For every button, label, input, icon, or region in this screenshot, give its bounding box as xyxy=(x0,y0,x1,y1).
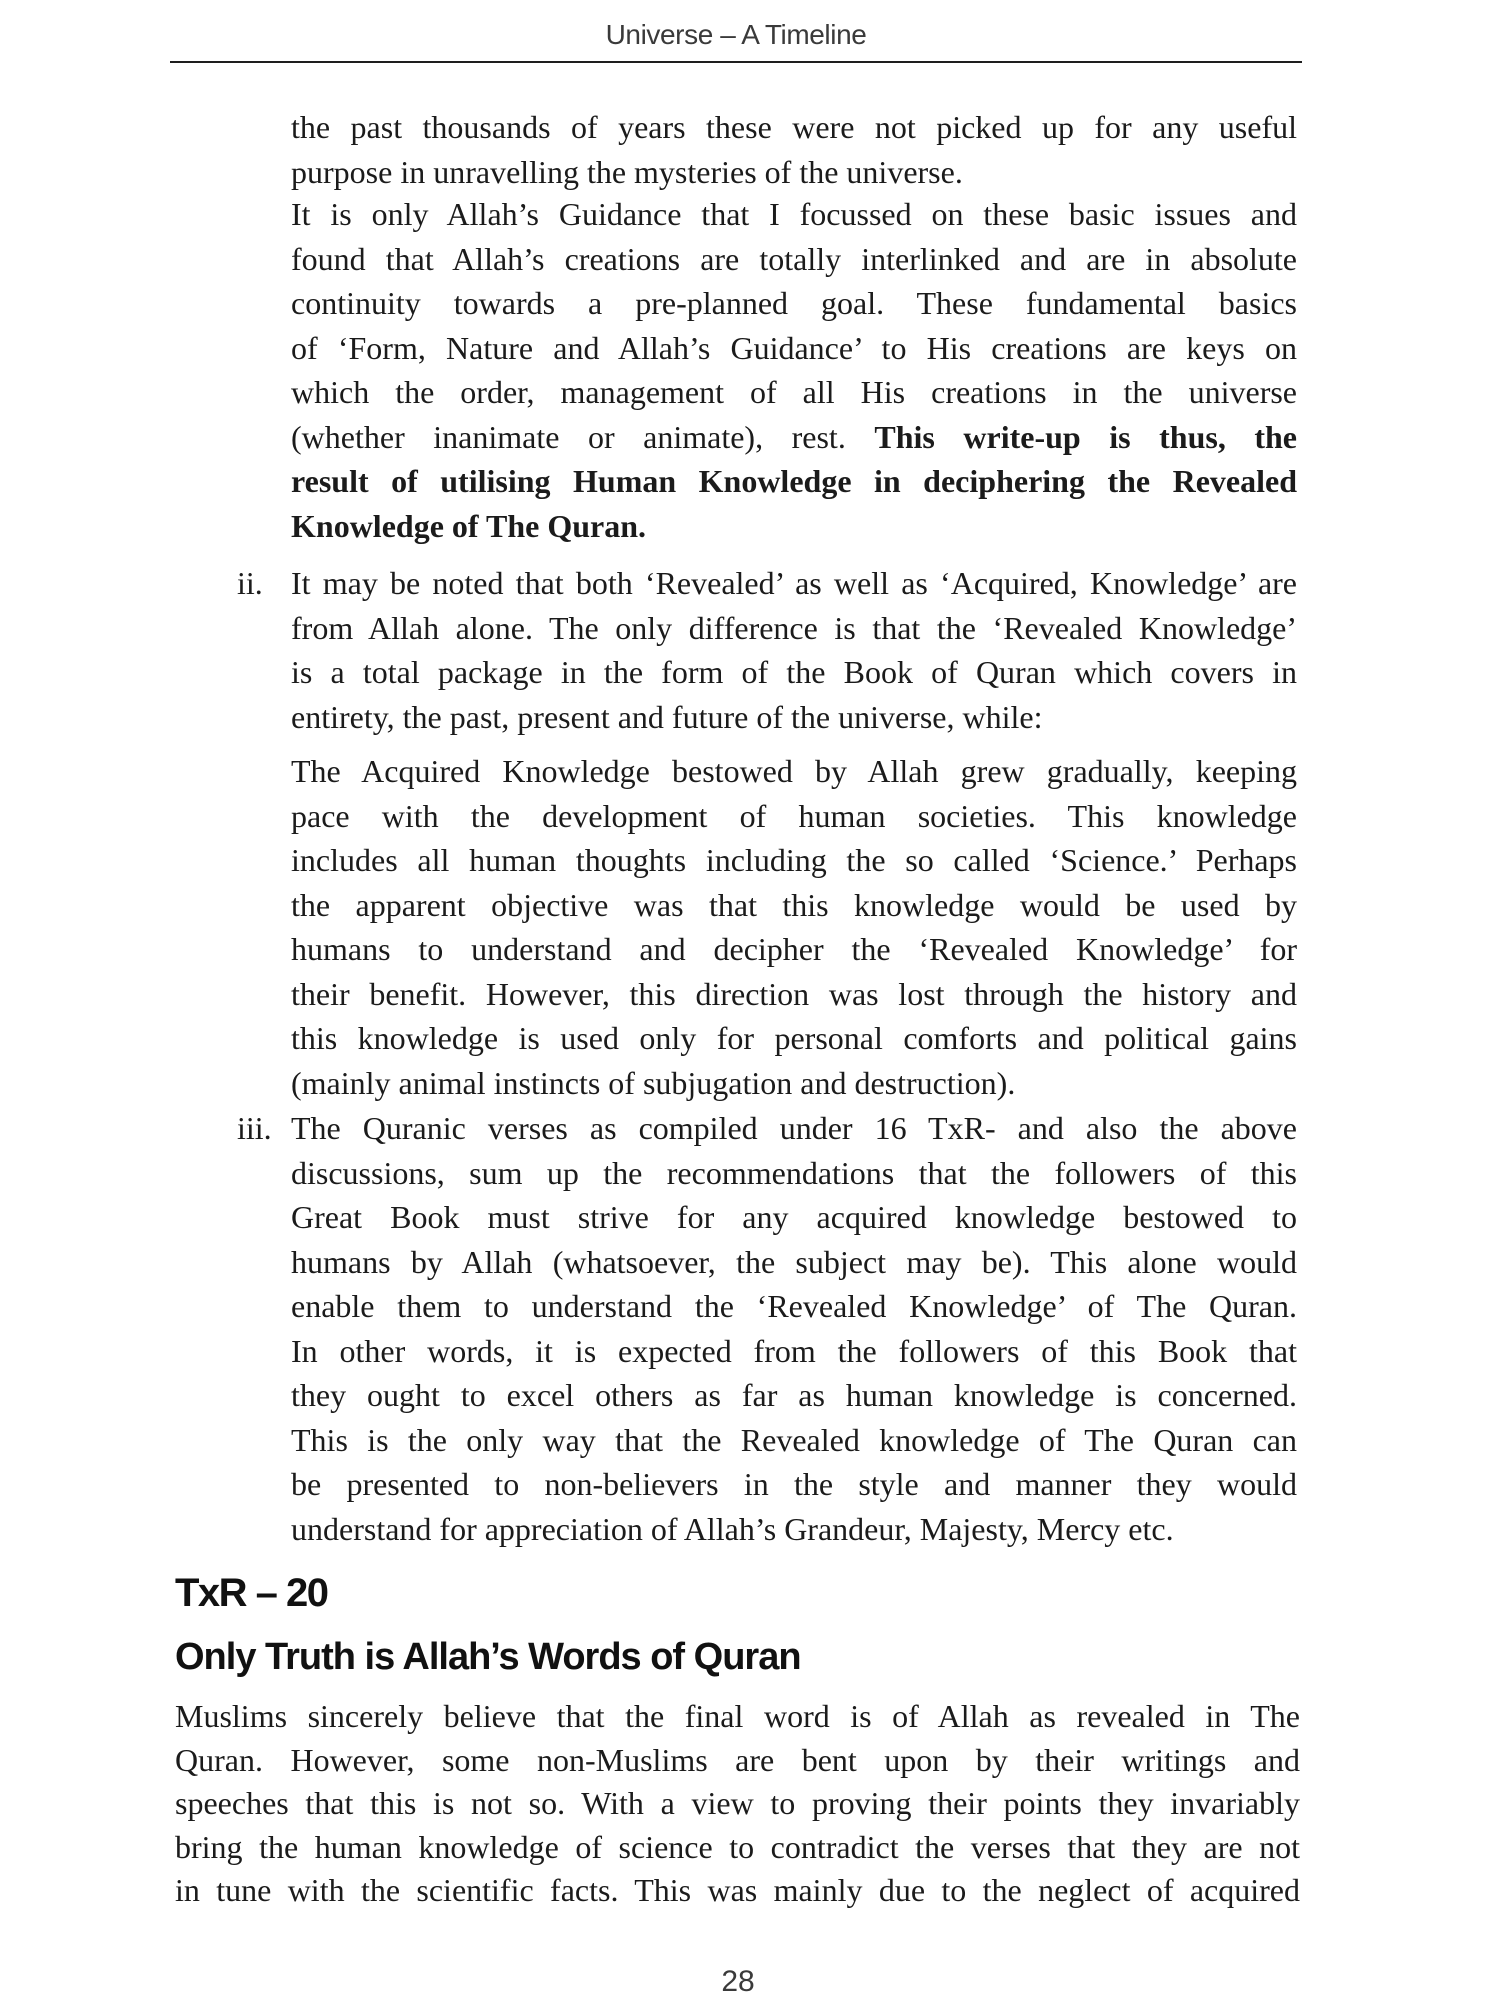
text-run: their benefit. However, this direction was lost through the history and xyxy=(291,975,1297,1012)
text-run: Great Book must strive for any acquired knowledge bestowed to xyxy=(291,1199,1297,1235)
text-line xyxy=(291,370,1297,415)
continuation-paragraph xyxy=(291,105,1297,194)
text-line xyxy=(291,695,1297,740)
bold-text-run: Knowledge of The Quran. xyxy=(291,507,646,544)
text-line xyxy=(291,281,1297,326)
list-marker-iii: iii. xyxy=(237,1110,272,1146)
text-line xyxy=(175,1782,1300,1826)
text-line xyxy=(291,1151,1297,1196)
text-run: The Acquired Knowledge bestowed by Allah grew gradually, keeping xyxy=(291,753,1297,789)
text-line xyxy=(291,1195,1297,1240)
text-line xyxy=(291,1462,1297,1507)
text-line xyxy=(291,504,1297,549)
text-run: (mainly animal instincts of subjugation and destruction). xyxy=(291,1064,1016,1101)
text-line xyxy=(291,1240,1297,1285)
text-line xyxy=(291,459,1297,504)
text-run: (whether inanimate or animate), rest. xyxy=(291,418,875,455)
text-line xyxy=(175,1695,1300,1739)
text-run: Muslims sincerely believe that the final word is of Allah as revealed in The xyxy=(175,1698,1300,1734)
text-run: The Quranic verses as compiled under 16 TxR- and also the above xyxy=(291,1110,1297,1146)
text-line xyxy=(291,415,1297,460)
text-line xyxy=(291,650,1297,695)
text-run: from Allah alone. The only difference is that the ‘Revealed Knowledge’ xyxy=(291,609,1297,646)
text-run: This is the only way that the Revealed knowledge of The Quran can xyxy=(291,1421,1297,1458)
text-run: continuity towards a pre-planned goal. These fundamental basics xyxy=(291,285,1297,321)
running-header-title: Universe – A Timeline xyxy=(605,19,867,50)
text-line xyxy=(291,1106,1297,1151)
text-line xyxy=(291,150,1297,195)
page-number: 28 xyxy=(721,1965,755,1998)
text-line xyxy=(291,237,1297,282)
text-line xyxy=(291,606,1297,651)
text-line xyxy=(291,105,1297,150)
text-line xyxy=(291,1329,1297,1374)
text-line xyxy=(175,1826,1300,1870)
list-item-ii-subparagraph xyxy=(291,749,1297,1105)
section-paragraph xyxy=(175,1695,1300,1913)
text-line xyxy=(291,1284,1297,1329)
text-run: humans by Allah (whatsoever, the subject may be). This alone would xyxy=(291,1243,1297,1280)
text-line xyxy=(291,972,1297,1017)
list-marker-ii: ii. xyxy=(237,565,263,601)
text-line xyxy=(291,749,1297,794)
text-run: in tune with the scientific facts. This was mainly due to the neglect of acquired xyxy=(175,1872,1300,1908)
text-line xyxy=(291,1507,1297,1552)
text-run: of ‘Form, Nature and Allah’s Guidance’ to His creations are keys on xyxy=(291,329,1297,366)
text-line xyxy=(291,1016,1297,1061)
text-run: It may be noted that both ‘Revealed’ as well as ‘Acquired, Knowledge’ are xyxy=(291,565,1297,601)
text-line xyxy=(175,1869,1300,1913)
text-run: purpose in unravelling the mysteries of the universe. xyxy=(291,153,963,190)
text-line xyxy=(291,561,1297,606)
guidance-paragraph xyxy=(291,192,1297,548)
text-run: they ought to excel others as far as human knowledge is concerned. xyxy=(291,1377,1297,1413)
text-run: It is only Allah’s Guidance that I focussed on these basic issues and xyxy=(291,196,1297,232)
text-line xyxy=(291,1418,1297,1463)
bold-text-run: result of utilising Human Knowledge in deciphering the Revealed xyxy=(291,463,1297,499)
text-line xyxy=(291,1373,1297,1418)
text-run: includes all human thoughts including the so called ‘Science.’ Perhaps xyxy=(291,842,1297,878)
text-run: speeches that this is not so. With a view to proving their points they invariably xyxy=(175,1785,1300,1821)
section-label: TxR – 20 xyxy=(175,1571,328,1615)
text-run: understand for appreciation of Allah’s Grandeur, Majesty, Mercy etc. xyxy=(291,1510,1174,1547)
section-title: Only Truth is Allah’s Words of Quran xyxy=(175,1636,801,1678)
text-run: is a total package in the form of the Book of Quran which covers in xyxy=(291,654,1297,690)
text-run: which the order, management of all His creations in the universe xyxy=(291,374,1297,410)
text-run: discussions, sum up the recommendations that the followers of this xyxy=(291,1154,1297,1191)
text-run: bring the human knowledge of science to contradict the verses that they are not xyxy=(175,1828,1300,1865)
text-run: the past thousands of years these were not picked up for any useful xyxy=(291,109,1297,145)
text-run: found that Allah’s creations are totally interlinked and are in absolute xyxy=(291,240,1297,277)
list-item-ii-paragraph xyxy=(291,561,1297,739)
text-run: Quran. However, some non-Muslims are bent upon by their writings and xyxy=(175,1741,1300,1778)
list-item-iii-paragraph xyxy=(291,1106,1297,1551)
text-line xyxy=(291,838,1297,883)
text-line xyxy=(291,326,1297,371)
text-run: In other words, it is expected from the followers of this Book that xyxy=(291,1332,1297,1369)
text-line xyxy=(291,927,1297,972)
text-run: the apparent objective was that this knowledge would be used by xyxy=(291,886,1297,923)
text-run: this knowledge is used only for personal comforts and political gains xyxy=(291,1020,1297,1056)
text-run: entirety, the past, present and future of the universe, while: xyxy=(291,698,1043,735)
text-run: be presented to non-believers in the style and manner they would xyxy=(291,1466,1297,1502)
header-rule xyxy=(170,61,1302,63)
text-line xyxy=(291,1061,1297,1106)
text-line xyxy=(175,1739,1300,1783)
text-run: pace with the development of human societies. This knowledge xyxy=(291,797,1297,834)
text-run: humans to understand and decipher the ‘Revealed Knowledge’ for xyxy=(291,931,1297,967)
bold-text-run: This write-up is thus, the xyxy=(874,418,1298,455)
text-line xyxy=(291,794,1297,839)
text-line xyxy=(291,192,1297,237)
text-run: enable them to understand the ‘Revealed Knowledge’ of The Quran. xyxy=(291,1288,1297,1324)
text-line xyxy=(291,883,1297,928)
